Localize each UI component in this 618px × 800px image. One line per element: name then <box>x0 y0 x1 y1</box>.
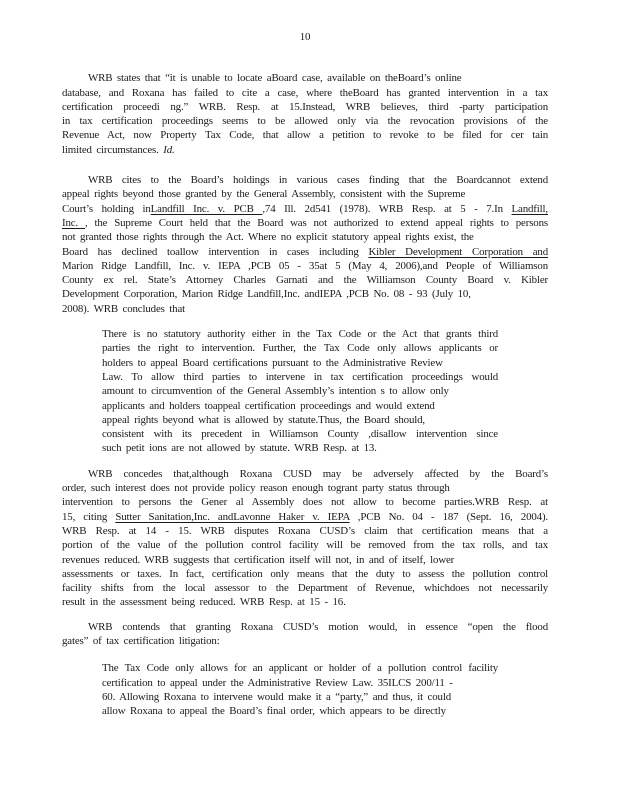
text-line <box>102 399 498 413</box>
text-line <box>102 427 498 441</box>
text-segment: Marion Ridge Landfill, Inc. v. IEPA ,PCB 05 - 35at 5 (May 4, 2006),and People of Williamson <box>62 259 548 272</box>
text-segment: amount to circumvention of the General Assembly’s intention s to allow only <box>102 385 449 398</box>
text-line <box>102 661 498 675</box>
quote-no-statutory-authority <box>102 327 498 456</box>
para-wrb-states <box>62 71 548 157</box>
text-segment: such petit ions are not allowed by statute. WRB Resp. at 13. <box>102 442 377 455</box>
text-segment: Law. To allow third parties to intervene in tax certification proceedings would <box>102 370 498 383</box>
text-segment: WRB Resp. at 14 - 15. WRB disputes Roxana CUSD’s claim that certification means that a <box>62 524 548 537</box>
text-line <box>102 676 498 690</box>
text-line <box>102 356 498 370</box>
text-line <box>62 620 548 634</box>
text-line <box>62 553 548 567</box>
text-line <box>62 595 548 609</box>
text-line <box>62 187 548 201</box>
quote-tax-code <box>102 661 498 718</box>
text-line <box>102 413 498 427</box>
text-line <box>62 567 548 581</box>
text-segment: 60. Allowing Roxana to intervene would make it a “party,” and thus, it could <box>102 690 452 703</box>
text-line <box>62 245 548 259</box>
text-line <box>62 581 548 595</box>
text-segment: WRB concedes that,although Roxana CUSD may be adversely affected by the Board’s <box>88 467 548 480</box>
text-segment: certification to appeal under the Administrative Review Law. 35ILCS 200/11 - <box>102 676 453 689</box>
text-line <box>102 441 498 455</box>
text-line <box>62 128 548 142</box>
text-line <box>62 114 548 128</box>
text-segment: consistent with its precedent in Williamson County ,disallow intervention since <box>102 428 498 441</box>
text-segment: intervention to persons the Gener al Assembly does not allow to become parties.WRB Resp. at <box>62 496 548 509</box>
text-segment: Board has declined toallow intervention in cases including <box>62 245 369 258</box>
text-line <box>62 100 548 114</box>
text-segment: limited circumstances. <box>62 143 164 156</box>
case-citation-underlined: Sutter Sanitation,Inc. andLavonne Haker v. IEPA <box>115 510 350 523</box>
text-line <box>62 467 548 481</box>
text-segment: County ex rel. State’s Attorney Charles Garnati and the Williamson County Board v. Kibler <box>62 274 548 287</box>
text-segment: applicants and holders toappeal certification proceedings and would extend <box>102 399 435 412</box>
text-segment: result in the assessment being reduced. WRB Resp. at 15 - 16. <box>62 596 346 609</box>
text-line <box>102 370 498 384</box>
text-line <box>102 341 498 355</box>
text-segment: Development Corporation, Marion Ridge Landfill,Inc. andIEPA ,PCB No. 08 - 93 (July 10, <box>62 288 471 301</box>
text-segment: database, and Roxana has failed to cite a case, where theBoard has granted intervention in a tax <box>62 86 548 99</box>
text-segment: Revenue Act, now Property Tax Code, that allow a petition to revoke to be filed for cer tain <box>62 129 548 142</box>
text-segment: portion of the value of the pollution control facility will be removed from the tax rolls, and tax <box>62 539 548 552</box>
para-wrb-cites <box>62 173 548 316</box>
text-segment: WRB contends that granting Roxana CUSD’s motion would, in essence “open the flood <box>88 620 548 633</box>
text-segment: appeal rights beyond those granted by the General Assembly, consistent with the Supreme <box>62 188 466 201</box>
case-citation-underlined: Landfill, <box>511 202 548 215</box>
page-number: 10 <box>299 31 311 43</box>
document-body <box>62 71 548 718</box>
text-segment: revenues reduced. WRB suggests that certification itself will not, in and of itself, lower <box>62 553 455 566</box>
text-line <box>62 302 548 316</box>
text-line <box>62 216 548 230</box>
text-segment: WRB states that “it is unable to locate aBoard case, available on theBoard’s online <box>88 72 462 85</box>
text-segment: Court’s holding in <box>62 202 151 215</box>
text-line <box>62 495 548 509</box>
case-citation-underlined: Landfill Inc. v. PCB <box>150 202 263 215</box>
text-line <box>102 690 498 704</box>
text-line <box>62 481 548 495</box>
text-segment: parties the right to intervention. Further, the Tax Code only allows applicants or <box>102 342 498 355</box>
text-line <box>62 86 548 100</box>
text-line <box>102 704 498 718</box>
text-line <box>62 538 548 552</box>
text-line <box>62 71 548 85</box>
text-segment: , the Supreme Court held that the Board was not authorized to extend appeal rights to persons <box>84 216 548 229</box>
text-segment: 15, citing <box>62 510 116 523</box>
text-segment: order, such interest does not provide policy reason enough togrant party status through <box>62 482 450 495</box>
text-segment: holders to appeal Board certifications pursuant to the Administrative Review <box>102 356 443 369</box>
text-line <box>102 384 498 398</box>
para-wrb-concedes <box>62 467 548 610</box>
text-segment: ,PCB No. 04 - 187 (Sept. 16, 2004). <box>349 510 548 523</box>
text-segment: WRB cites to the Board’s holdings in various cases finding that the Boardcannot extend <box>88 174 548 187</box>
text-line <box>62 287 548 301</box>
id-citation-italic: Id. <box>163 143 175 156</box>
text-segment: gates” of tax certification litigation: <box>62 634 220 647</box>
text-segment: assessments or taxes. In fact, certification only means that the duty to assess the pollution control <box>62 567 548 580</box>
text-line <box>62 202 548 216</box>
text-segment: 2008). WRB concludes that <box>62 302 186 315</box>
case-citation-underlined: Inc. <box>62 216 85 229</box>
text-line <box>62 143 548 157</box>
text-line <box>102 327 498 341</box>
text-line <box>62 259 548 273</box>
text-line <box>62 273 548 287</box>
text-line <box>62 173 548 187</box>
text-line <box>62 524 548 538</box>
text-line <box>62 230 548 244</box>
text-segment: not granted those rights through the Act. Where no explicit statutory appeal rights exist, the <box>62 231 474 244</box>
text-segment: appeal rights beyond what is allowed by statute.Thus, the Board should, <box>102 413 426 426</box>
text-line <box>62 510 548 524</box>
text-line <box>62 634 548 648</box>
text-segment: The Tax Code only allows for an applicant or holder of a pollution control facility <box>102 662 498 675</box>
text-segment: allow Roxana to appeal the Board’s final order, which appears to be directly <box>102 705 446 718</box>
text-segment: ,74 Ill. 2d541 (1978). WRB Resp. at 5 - 7.In <box>262 202 512 215</box>
text-segment: in tax certification proceedings seems to be allowed only via the revocation provisions of the <box>62 115 548 128</box>
text-segment: facility shifts from the local assessor to the Department of Revenue, whichdoes not necessarily <box>62 582 548 595</box>
text-segment: There is no statutory authority either in the Tax Code or the Act that grants third <box>102 328 498 341</box>
text-segment: certification proceedi ng.” WRB. Resp. at 15.Instead, WRB believes, third -party participation <box>62 100 548 113</box>
case-citation-underlined: Kibler Development Corporation and <box>368 245 548 258</box>
para-wrb-contends <box>62 620 548 649</box>
